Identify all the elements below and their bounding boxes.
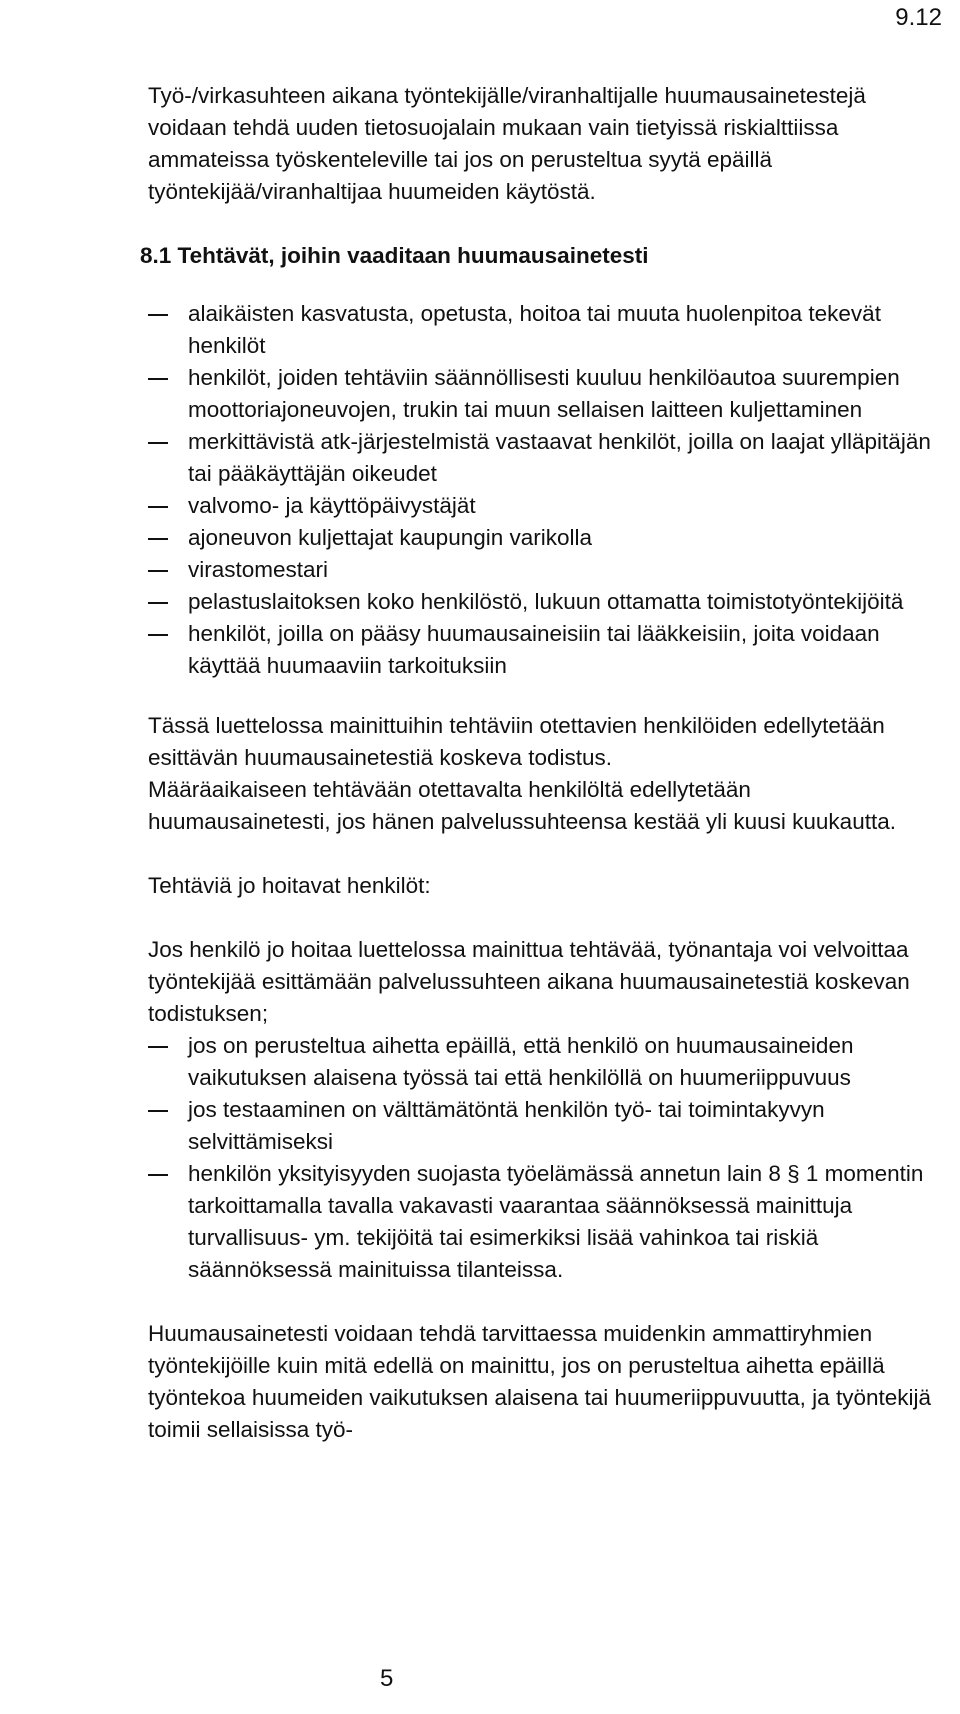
list-item: jos testaaminen on välttämätöntä henkilön työ- tai toimintakyvyn selvittämiseksi (148, 1094, 938, 1158)
section-heading: 8.1 Tehtävät, joihin vaaditaan huumausainetesti (140, 243, 649, 268)
list-item: henkilön yksityisyyden suojasta työelämässä annetun lain 8 § 1 momentin tarkoittamalla tavalla vakavasti vaarantaa säännöksessä mainittuja turvallisuus- ym. tekijöitä tai esimerkiksi lisää vahinkoa tai riskiä säännöksessä mainituissa tilanteissa. (148, 1158, 938, 1286)
list-item: ajoneuvon kuljettajat kaupungin varikolla (148, 522, 938, 554)
list-item: virastomestari (148, 554, 938, 586)
fixed-term-paragraph: Määräaikaiseen tehtävään otettavalta henkilöltä edellytetään huumausainetesti, jos hänen palvelussuhteensa kestää yli kuusi kuukautta. (148, 777, 896, 834)
list-item: merkittävistä atk-järjestelmistä vastaavat henkilöt, joilla on laajat ylläpitäjän tai pääkäyttäjän oikeudet (148, 426, 938, 490)
existing-conditions-list (148, 1030, 938, 1286)
list-item: pelastuslaitoksen koko henkilöstö, lukuun ottamatta toimistotyöntekijöitä (148, 586, 938, 618)
list-item: henkilöt, joiden tehtäviin säännöllisesti kuuluu henkilöautoa suurempien moottoriajoneuvojen, trukin tai muun sellaisen laitteen kuljettaminen (148, 362, 938, 426)
list-item: alaikäisten kasvatusta, opetusta, hoitoa tai muuta huolenpitoa tekevät henkilöt (148, 298, 938, 362)
page-number-top: 9.12 (895, 4, 942, 31)
certificate-paragraph: Tässä luettelossa mainittuihin tehtäviin otettavien henkilöiden edellytetään esittävän huumausainetestiä koskeva todistus. (148, 713, 885, 770)
page-number-bottom: 5 (380, 1665, 394, 1692)
list-item: henkilöt, joilla on pääsy huumausaineisiin tai lääkkeisiin, joita voidaan käyttää huumaaviin tarkoituksiin (148, 618, 938, 682)
other-groups-paragraph: Huumausainetesti voidaan tehdä tarvittaessa muidenkin ammattiryhmien työntekijöille kuin mitä edellä on mainittu, jos on perusteltua aihetta epäillä työntekoa huumeiden vaikutuksen alaisena tai huumeriippuvuutta, ja työntekijä toimii sellaisissa työ- (148, 1321, 931, 1442)
document-body (140, 80, 938, 1446)
existing-employees-subheading: Tehtäviä jo hoitavat henkilöt: (148, 873, 431, 898)
list-item: jos on perusteltua aihetta epäillä, että henkilö on huumausaineiden vaikutuksen alaisena työssä tai että henkilöllä on huumeriippuvuus (148, 1030, 938, 1094)
task-list (148, 298, 938, 682)
list-item: valvomo- ja käyttöpäivystäjät (148, 490, 938, 522)
existing-employees-paragraph: Jos henkilö jo hoitaa luettelossa mainittua tehtävää, työnantaja voi velvoittaa työntekijää esittämään palvelussuhteen aikana huumausainetestiä koskevan todistuksen; (148, 937, 910, 1026)
intro-paragraph: Työ-/virkasuhteen aikana työntekijälle/viranhaltijalle huumausainetestejä voidaan tehdä uuden tietosuojalain mukaan vain tietyissä riskialttiissa ammateissa työskenteleville tai jos on perusteltua syytä epäillä työntekijää/viranhaltijaa huumeiden käytöstä. (148, 83, 866, 204)
